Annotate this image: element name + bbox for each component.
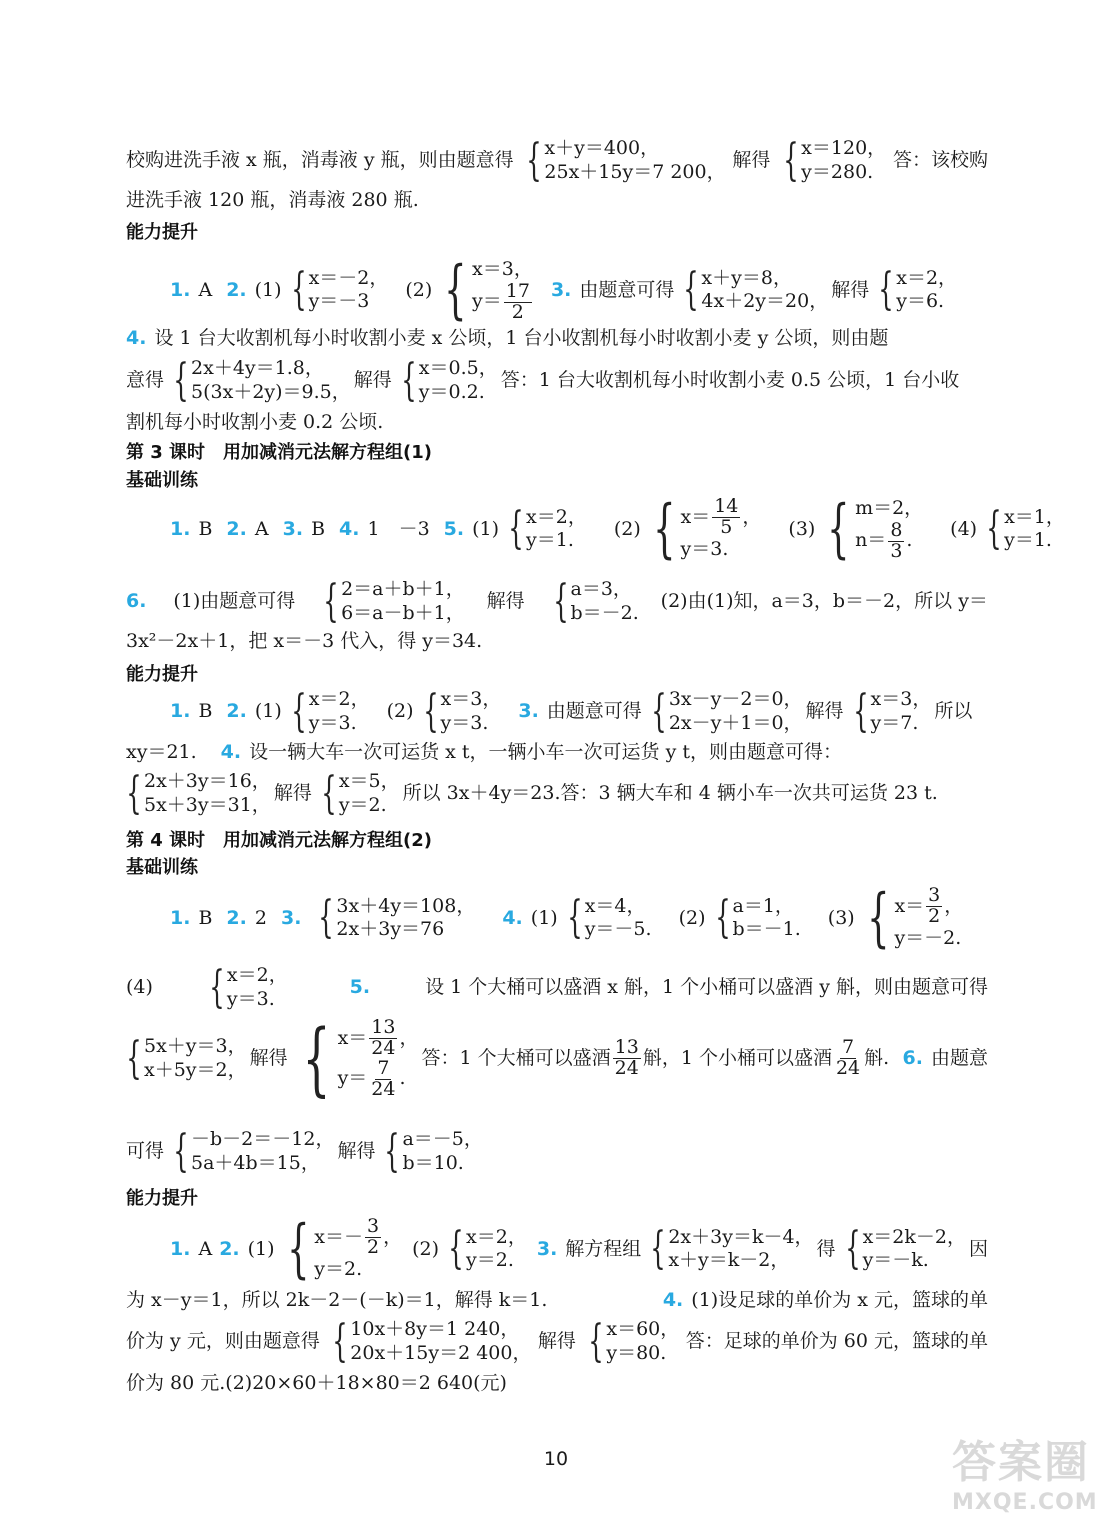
solution-system: { x＝60， y＝80.	[588, 1315, 680, 1367]
answer-text: (2)	[405, 278, 433, 301]
solution-system: { x＝ $\frac{3}{2}$ ， y＝－2.	[866, 881, 964, 956]
equation: 3x＋4y＝108，	[336, 894, 476, 917]
question-number: 1.	[170, 1237, 191, 1260]
answer-text: A	[198, 1237, 213, 1260]
denominator: 24	[835, 1057, 861, 1080]
answer-text: (1)	[254, 278, 282, 301]
answer-text: (4)	[126, 976, 153, 999]
equation-system: { x＋y＝400， 25x＋15y＝7 200，	[526, 134, 726, 186]
equation: 5x＋y＝3，	[144, 1035, 247, 1058]
numerator: 7	[842, 1036, 855, 1059]
equation-text: .	[906, 529, 913, 552]
solution-system: { x＝0.5， y＝0.2.	[401, 354, 498, 406]
watermark-logo	[952, 1426, 1102, 1522]
solution-system: { a＝－5， b＝10.	[384, 1125, 483, 1177]
solution-system: { x＝2， y＝1.	[508, 503, 587, 555]
equation: 5(3x＋2y)＝9.5，	[191, 380, 351, 403]
solution-system: { x＝ $\frac{14}{5}$ ， y＝3.	[652, 492, 762, 567]
equation: a＝3，	[570, 578, 632, 600]
question-number: 4.	[339, 517, 360, 540]
solution-system: { x＝5， y＝2.	[321, 767, 400, 819]
solution-system: { x＝2， y＝3.	[291, 685, 370, 737]
answer-text: 为 x－y＝1，所以 2k－2－(－k)＝1，解得 k＝1.	[126, 1289, 548, 1311]
numerator: 13	[614, 1036, 639, 1059]
answer-text: B	[198, 700, 213, 723]
equation: y＝3.	[226, 987, 275, 1010]
equation	[472, 279, 534, 323]
equation-text: x＝	[680, 505, 711, 528]
fraction	[888, 518, 904, 562]
answer-text: 答：足球的单价为 60 元，篮球的单	[685, 1330, 988, 1353]
equation: b＝－2.	[570, 601, 639, 624]
equation: x＝0.5，	[418, 357, 498, 379]
answer-line	[170, 492, 1068, 567]
numerator: 3	[367, 1215, 380, 1237]
fraction	[369, 1056, 397, 1100]
question-number: 6.	[126, 590, 147, 613]
equation: b＝－1.	[732, 918, 801, 941]
lesson-heading: 第 3 课时 用加减消元法解方程组(1)	[126, 442, 433, 463]
equation: 2x－y＋1＝0，	[668, 711, 803, 734]
numerator: 14	[714, 495, 739, 517]
answer-text: 由题意	[930, 1047, 988, 1070]
equation: 25x＋15y＝7 200，	[544, 160, 726, 183]
fraction	[926, 886, 942, 927]
answer-line	[126, 1125, 988, 1177]
section-heading: 能力提升	[126, 222, 198, 243]
equation: x＝120，	[801, 137, 887, 159]
answer-text: 解得	[353, 369, 392, 392]
answer-text: (1)	[530, 906, 558, 929]
answer-text: 3x²－2x＋1，把 x＝－3 代入，得 y＝34.	[126, 630, 483, 652]
equation: 4x＋2y＝20，	[701, 290, 829, 313]
equation-text: x＝	[337, 1026, 368, 1049]
equation-system: { x＋y＝8， 4x＋2y＝20，	[683, 264, 829, 316]
answer-text: B	[198, 906, 213, 929]
answer-text: 得	[816, 1237, 836, 1260]
equation: y＝－5.	[584, 918, 652, 941]
answer-line	[126, 1315, 988, 1367]
denominator: 5	[720, 515, 733, 538]
equation: y＝－3	[308, 290, 370, 313]
answer-text: 价为 y 元，则由题意得	[126, 1330, 320, 1353]
equation-system: { 2x＋3y＝k－4， x＋y＝k－2，	[650, 1223, 814, 1275]
question-number: 2.	[219, 1237, 240, 1260]
answer-line	[170, 1212, 988, 1287]
equation: y＝3.	[308, 711, 357, 734]
equation	[337, 1056, 419, 1100]
equation-system: { 2x＋3y＝16， 5x＋3y＝31，	[126, 767, 271, 819]
equation-text: .	[399, 1067, 406, 1090]
equation: x＝2，	[526, 505, 587, 528]
equation	[855, 518, 923, 562]
equation-system: { 3x－y－2＝0， 2x－y＋1＝0，	[651, 685, 803, 737]
equation: 2x＋3y＝76	[336, 918, 445, 941]
answer-text: 答：1 台大收割机每小时收割小麦 0.5 公顷，1 台小收	[500, 369, 960, 392]
answer-text: 解得	[337, 1140, 376, 1163]
answer-text: 由题意可得	[579, 278, 675, 301]
denominator: 24	[371, 1036, 396, 1059]
equation-text: y＝	[472, 290, 502, 313]
answer-line	[126, 741, 988, 764]
answer-line	[126, 961, 988, 1013]
answer-text: 所以 3x＋4y＝23.答：3 辆大车和 4 辆小车一次共可运货 23 t.	[402, 782, 938, 805]
denominator: 2	[367, 1235, 380, 1258]
solution-system: { x＝2， y＝2.	[448, 1223, 527, 1275]
answer-text: 解得	[537, 1330, 576, 1353]
equation: x＝2，	[896, 266, 958, 289]
equation-text: ，	[399, 1026, 419, 1049]
fraction	[365, 1217, 381, 1258]
question-number: 4.	[502, 906, 523, 929]
solution-system: { x＝2， y＝6.	[878, 264, 958, 316]
numerator: 17	[505, 279, 530, 302]
answer-text: A	[254, 517, 269, 540]
equation: y＝3.	[680, 537, 729, 560]
numerator: 7	[377, 1056, 390, 1079]
equation	[314, 1217, 402, 1258]
answer-text: 解得	[249, 1047, 288, 1070]
solution-system: { x＝2， y＝3.	[209, 961, 288, 1013]
question-number: 2.	[226, 278, 247, 301]
answer-line	[126, 630, 988, 653]
answer-text: 解方程组	[565, 1237, 642, 1260]
equation: 5x＋3y＝31，	[144, 793, 271, 816]
answer-line	[126, 134, 988, 186]
equation-system: { 3x＋4y＝108， 2x＋3y＝76	[318, 892, 476, 944]
answer-text: B	[198, 517, 213, 540]
answer-text: 割机每小时收割小麦 0.2 公顷.	[126, 411, 384, 433]
solution-system: { x＝2k－2， y＝－k.	[844, 1223, 966, 1275]
numerator: 13	[371, 1016, 396, 1038]
answer-line	[126, 1011, 988, 1105]
answer-text: 斛.	[864, 1047, 890, 1070]
answer-text: 意得	[126, 369, 165, 392]
answer-line	[170, 685, 988, 737]
equation	[681, 497, 762, 538]
answer-text: 所以	[934, 700, 973, 723]
solution-system: { x＝4， y＝－5.	[567, 892, 652, 944]
equation: x＝2，	[226, 964, 288, 986]
equation: a＝－5，	[402, 1128, 483, 1150]
answer-text: 答：该校购	[892, 149, 988, 172]
section-heading: 能力提升	[126, 1188, 198, 1209]
answer-text: A	[198, 278, 213, 301]
equation-text: y＝	[337, 1067, 368, 1090]
answer-text: 解得	[273, 782, 312, 805]
answer-text: 设 1 台大收割机每小时收割小麦 x 公顷，1 台小收割机每小时收割小麦 y 公顷，则由题	[154, 327, 889, 349]
section-heading: 基础训练	[126, 470, 198, 491]
equation-system: { 2x＋4y＝1.8， 5(3x＋2y)＝9.5，	[173, 354, 351, 406]
equation: 2x＋3y＝k－4，	[668, 1225, 814, 1248]
numerator: 3	[928, 884, 941, 906]
equation: x＝1，	[1004, 505, 1065, 528]
answer-text: 设 1 个大桶可以盛酒 x 斛，1 个小桶可以盛酒 y 斛，则由题意可得	[425, 976, 988, 999]
solution-system: { x＝3， y＝ $\frac{17}{2}$	[444, 253, 533, 328]
equation: x＝2，	[466, 1225, 527, 1248]
denominator: 24	[371, 1077, 396, 1100]
fraction	[712, 497, 740, 538]
equation: 3x－y－2＝0，	[668, 688, 803, 710]
equation: x＝3，	[870, 688, 932, 710]
equation: 2＝a＋b＋1，	[341, 578, 465, 600]
answer-line	[126, 354, 988, 406]
equation-text: ，	[944, 894, 964, 917]
lesson-heading: 第 4 课时 用加减消元法解方程组(2)	[126, 830, 433, 851]
answer-text: (1)	[254, 700, 282, 723]
answer-text: xy＝21.	[126, 741, 197, 763]
question-number: 5.	[349, 976, 371, 999]
answer-text: 校购进洗手液 x 瓶，消毒液 y 瓶，则由题意得	[126, 149, 514, 172]
equation: －b－2＝－12，	[191, 1128, 335, 1150]
equation: x＋y＝8，	[701, 266, 792, 289]
equation: x＝5，	[338, 770, 400, 792]
answer-text: (2)	[678, 906, 706, 929]
equation: y＝2.	[314, 1257, 363, 1280]
equation: m＝2，	[855, 497, 924, 519]
equation-text: ，	[742, 505, 762, 528]
answer-text: 答：1 个大桶可以盛酒	[421, 1047, 611, 1070]
equation: 6＝a－b＋1，	[341, 601, 465, 624]
question-number: 4.	[220, 741, 242, 763]
answer-line	[126, 189, 988, 212]
answer-text: 设一辆大车一次可运货 x t，一辆小车一次可运货 y t，则由题意可得：	[249, 741, 843, 763]
equation: x＋y＝k－2，	[668, 1249, 790, 1272]
answer-text: (2)	[386, 700, 414, 723]
solution-system: { x＝－2， y＝－3	[290, 264, 389, 316]
equation-system: { 2＝a＋b＋1， 6＝a－b＋1，	[323, 575, 465, 627]
equation: x＝2，	[308, 688, 370, 710]
equation	[894, 886, 963, 927]
equation: 2x＋4y＝1.8，	[191, 357, 324, 379]
solution-system: { x＝ $\frac{13}{24}$ ， y＝ $\frac{7}{24}$ .	[302, 1011, 419, 1105]
question-number: 2.	[226, 906, 247, 929]
equation: y＝280.	[801, 160, 874, 183]
equation: x＝－2，	[308, 266, 389, 289]
solution-system: { a＝3， b＝－2.	[552, 575, 639, 627]
page-number: 10	[543, 1448, 569, 1470]
answer-text: (3)	[788, 517, 816, 540]
equation-text: n＝	[855, 529, 887, 552]
equation	[338, 1018, 419, 1059]
equation: y＝6.	[896, 290, 945, 313]
question-number: 1.	[170, 278, 191, 301]
denominator: 24	[614, 1057, 639, 1080]
answer-line	[126, 1372, 988, 1395]
watermark-site: MXQE.COM	[952, 1490, 1098, 1515]
answer-text: 解得	[486, 590, 525, 613]
equation: x＝60，	[606, 1318, 680, 1340]
answer-text: 解得	[732, 149, 771, 172]
equation: y＝2.	[338, 793, 387, 816]
section-heading: 基础训练	[126, 857, 198, 878]
answer-text: (2)	[613, 517, 641, 540]
equation: y＝－2.	[894, 926, 962, 949]
question-number: 1.	[170, 517, 191, 540]
answer-line	[126, 767, 988, 819]
watermark-mark: 答案圈	[952, 1437, 1090, 1488]
question-number: 1.	[170, 700, 191, 723]
question-number: 3.	[550, 278, 572, 301]
denominator: 3	[890, 539, 903, 562]
answer-text: (4)	[950, 517, 978, 540]
fraction	[504, 279, 532, 323]
answer-text: 进洗手液 120 瓶，消毒液 280 瓶.	[126, 189, 419, 211]
answer-text: (1)	[247, 1237, 275, 1260]
equation: y＝3.	[440, 711, 489, 734]
answer-line	[170, 253, 960, 328]
answer-line	[126, 327, 988, 350]
equation: 2x＋3y＝16，	[144, 770, 271, 792]
question-number: 4.	[662, 1289, 684, 1311]
question-number: 2.	[226, 700, 247, 723]
answer-text: 斛，1 个小桶可以盛酒	[642, 1047, 832, 1070]
section-heading: 能力提升	[126, 664, 198, 685]
equation: y＝2.	[466, 1249, 514, 1272]
answer-text: (2)由(1)知，a＝3，b＝－2，所以 y＝	[660, 590, 988, 613]
denominator: 2	[928, 904, 941, 927]
answer-text: (3)	[827, 906, 855, 929]
answer-text: 解得	[805, 700, 844, 723]
numerator: 8	[890, 518, 903, 541]
question-number: 3.	[280, 906, 302, 929]
equation: y＝1.	[1004, 529, 1052, 552]
equation: a＝1，	[732, 894, 794, 917]
fraction	[613, 1038, 641, 1079]
question-number: 6.	[902, 1047, 923, 1070]
question-number: 3.	[282, 517, 304, 540]
solution-system: { m＝2， n＝ $\frac{8}{3}$ .	[827, 492, 924, 567]
answer-text: (2)	[412, 1237, 440, 1260]
solution-system: { x＝120， y＝280.	[783, 134, 887, 186]
solution-system: { x＝3， y＝7.	[852, 685, 932, 737]
fraction	[834, 1038, 862, 1079]
equation: 10x＋8y＝1 240，	[350, 1318, 520, 1340]
answer-text: (1)	[472, 517, 500, 540]
equation: b＝10.	[402, 1151, 464, 1174]
equation: 20x＋15y＝2 400，	[350, 1341, 532, 1364]
denominator: 2	[511, 300, 524, 323]
answer-text: (1)设足球的单价为 x 元，篮球的单	[691, 1289, 988, 1311]
answer-line	[170, 881, 966, 956]
answer-text: 2	[254, 906, 267, 929]
equation: y＝80.	[606, 1341, 667, 1364]
answer-text: (1)由题意可得	[173, 590, 296, 613]
solution-system: { a＝1， b＝－1.	[714, 892, 801, 944]
solution-system: { x＝－ $\frac{3}{2}$ ， y＝2.	[286, 1212, 403, 1287]
answer-line	[126, 1289, 988, 1312]
equation: x＝2k－2，	[862, 1225, 966, 1248]
equation: x＝4，	[584, 894, 646, 917]
equation: y＝1.	[526, 529, 574, 552]
answer-text: 价为 80 元.(2)20×60＋18×80＝2 640(元)	[126, 1372, 507, 1394]
question-number: 4.	[126, 327, 147, 349]
equation: y＝－k.	[862, 1249, 929, 1272]
solution-system: { x＝1， y＝1.	[986, 503, 1065, 555]
answer-text: 可得	[126, 1140, 165, 1163]
answer-text: 因	[968, 1237, 988, 1260]
answer-text: B	[311, 517, 326, 540]
answer-line	[126, 575, 988, 627]
answer-text: 由题意可得	[546, 700, 642, 723]
fraction	[369, 1018, 397, 1059]
equation: 5a＋4b＝15，	[191, 1151, 320, 1174]
answer-line	[126, 411, 988, 434]
equation-system: { 5x＋y＝3， x＋5y＝2，	[126, 1032, 247, 1084]
question-number: 3.	[536, 1237, 558, 1260]
equation: x＋y＝400，	[544, 137, 660, 159]
equation-system: { 10x＋8y＝1 240， 20x＋15y＝2 400，	[332, 1315, 532, 1367]
answer-text: 1 －3	[367, 517, 430, 540]
equation: x＝3，	[440, 688, 502, 710]
equation-text: x＝	[894, 894, 925, 917]
question-number: 5.	[443, 517, 465, 540]
question-number: 2.	[226, 517, 247, 540]
equation: y＝7.	[870, 711, 919, 734]
equation-text: ，	[383, 1225, 403, 1248]
equation: x＝3，	[472, 258, 533, 280]
answer-text: 解得	[831, 278, 870, 301]
equation-system: { －b－2＝－12， 5a＋4b＝15，	[173, 1125, 335, 1177]
question-number: 3.	[518, 700, 539, 723]
equation: x＋5y＝2，	[144, 1058, 247, 1081]
equation-text: x＝－	[314, 1225, 363, 1248]
solution-system: { x＝3， y＝3.	[422, 685, 502, 737]
question-number: 1.	[170, 906, 191, 929]
equation: y＝0.2.	[418, 380, 485, 403]
